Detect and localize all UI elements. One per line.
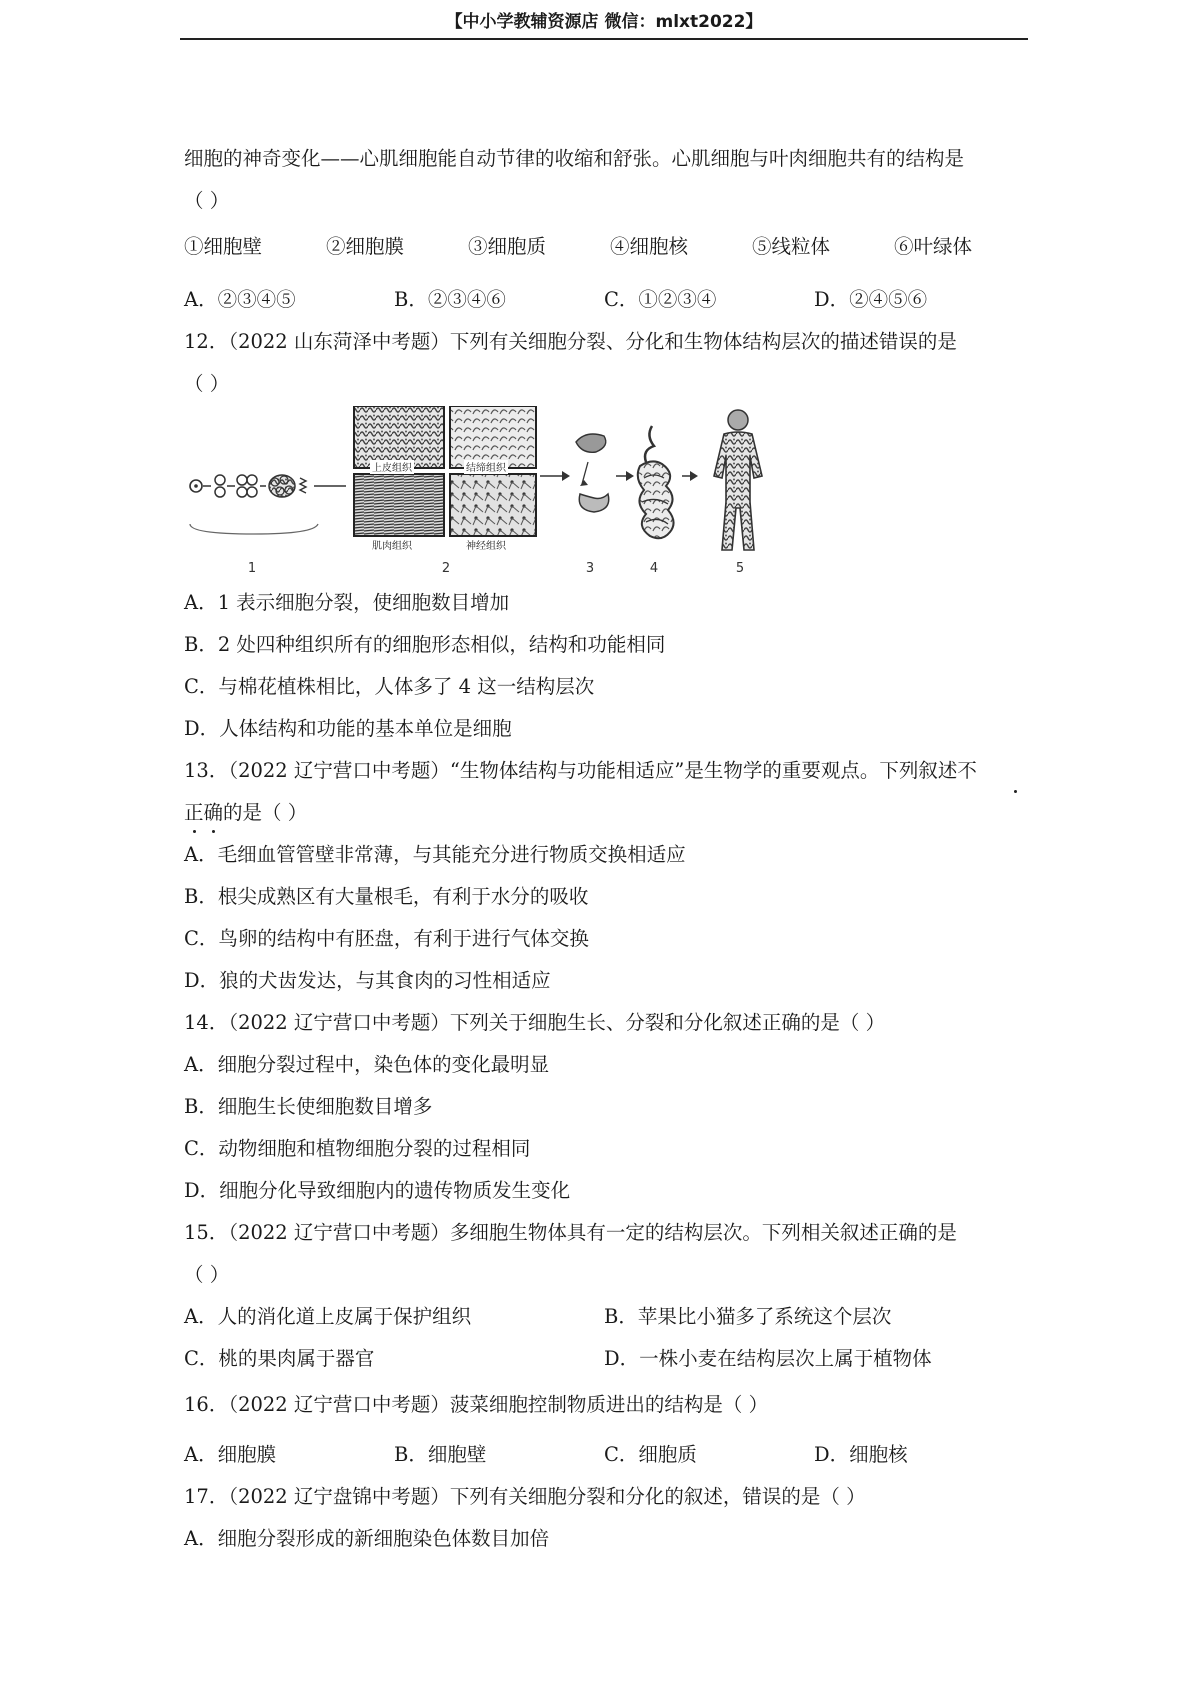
q12-option-d[interactable]: D．人体结构和功能的基本单位是细胞 <box>184 717 512 740</box>
figure-label-1: 1 <box>247 561 257 576</box>
q13-stem-line2: 正确的是（ ） <box>184 801 308 824</box>
q11-option-b[interactable]: B．②③④⑥ <box>394 288 506 311</box>
q11-option-c[interactable]: C．①②③④ <box>604 288 717 311</box>
emphasis-dot <box>1014 790 1017 793</box>
tissue-panel <box>354 406 536 552</box>
q16-stem: 16．（2022 辽宁营口中考题）菠菜细胞控制物质进出的结构是（ ） <box>184 1393 769 1416</box>
q13-option-b[interactable]: B．根尖成熟区有大量根毛，有利于水分的吸收 <box>184 885 589 908</box>
q13-stem-line1: 13．（2022 辽宁营口中考题）“生物体结构与功能相适应”是生物学的重要观点。下列叙述不 <box>184 759 977 782</box>
q11-structure-4: ④细胞核 <box>610 235 689 258</box>
q12-stem-line2: （ ） <box>184 372 230 395</box>
digestive-system-illustration <box>638 426 674 538</box>
figure-label-5: 5 <box>735 561 745 576</box>
q15-option-c[interactable]: C．桃的果肉属于器官 <box>184 1347 375 1370</box>
emphasis-dot <box>193 830 196 833</box>
q11-option-a[interactable]: A．②③④⑤ <box>184 288 296 311</box>
q13-option-d[interactable]: D．狼的犬齿发达，与其食肉的习性相适应 <box>184 969 551 992</box>
header-rule <box>180 38 1028 40</box>
q15-option-a[interactable]: A．人的消化道上皮属于保护组织 <box>184 1305 472 1328</box>
q15-stem-line2: （ ） <box>184 1263 230 1286</box>
q11-stem-line2: （ ） <box>184 189 230 212</box>
q14-option-c[interactable]: C．动物细胞和植物细胞分裂的过程相同 <box>184 1137 531 1160</box>
q15-option-d[interactable]: D．一株小麦在结构层次上属于植物体 <box>604 1347 932 1370</box>
cell-hierarchy-figure <box>184 406 804 576</box>
q14-option-a[interactable]: A．细胞分裂过程中，染色体的变化最明显 <box>184 1053 550 1076</box>
q15-stem-line1: 15．（2022 辽宁营口中考题）多细胞生物体具有一定的结构层次。下列相关叙述正确的是 <box>184 1221 957 1244</box>
tissue-label-nerve: 神经组织 <box>466 541 506 552</box>
figure-label-2: 2 <box>441 561 451 576</box>
q11-stem-line1: 细胞的神奇变化——心肌细胞能自动节律的收缩和舒张。心肌细胞与叶肉细胞共有的结构是 <box>184 147 965 170</box>
cell-division-sequence <box>190 475 346 534</box>
tissue-label-connective: 结缔组织 <box>466 463 506 474</box>
q11-structure-5: ⑤线粒体 <box>752 235 831 258</box>
q17-stem: 17．（2022 辽宁盘锦中考题）下列有关细胞分裂和分化的叙述，错误的是（ ） <box>184 1485 866 1508</box>
figure-label-3: 3 <box>585 561 595 576</box>
q13-option-a[interactable]: A．毛细血管管壁非常薄，与其能充分进行物质交换相适应 <box>184 843 686 866</box>
q13-option-c[interactable]: C．鸟卵的结构中有胚盘，有利于进行气体交换 <box>184 927 589 950</box>
q12-option-c[interactable]: C．与棉花植株相比，人体多了 4 这一结构层次 <box>184 675 595 698</box>
q11-option-d[interactable]: D．②④⑤⑥ <box>814 288 928 311</box>
human-body-illustration <box>714 410 762 550</box>
q15-option-b[interactable]: B．苹果比小猫多了系统这个层次 <box>604 1305 892 1328</box>
q16-option-b[interactable]: B．细胞壁 <box>394 1443 487 1466</box>
q16-option-a[interactable]: A．细胞膜 <box>184 1443 277 1466</box>
q14-option-b[interactable]: B．细胞生长使细胞数目增多 <box>184 1095 433 1118</box>
figure-label-4: 4 <box>649 561 659 576</box>
tissue-label-muscle: 肌肉组织 <box>372 541 412 552</box>
q16-option-c[interactable]: C．细胞质 <box>604 1443 697 1466</box>
tissue-label-epithelial: 上皮组织 <box>372 463 412 474</box>
organs-illustration <box>576 434 609 512</box>
q11-structure-1: ①细胞壁 <box>184 235 263 258</box>
q11-structure-3: ③细胞质 <box>468 235 547 258</box>
emphasis-dot <box>212 830 215 833</box>
q12-option-a[interactable]: A．1 表示细胞分裂，使细胞数目增加 <box>184 591 510 614</box>
q11-structure-6: ⑥叶绿体 <box>894 235 973 258</box>
q12-stem-line1: 12．（2022 山东菏泽中考题）下列有关细胞分裂、分化和生物体结构层次的描述错误的是 <box>184 330 957 353</box>
q11-structure-2: ②细胞膜 <box>326 235 405 258</box>
page-header: 【中小学教辅资源店 微信：mlxt2022】 <box>445 12 763 32</box>
q14-option-d[interactable]: D．细胞分化导致细胞内的遗传物质发生变化 <box>184 1179 571 1202</box>
q16-option-d[interactable]: D．细胞核 <box>814 1443 908 1466</box>
q17-option-a[interactable]: A．细胞分裂形成的新细胞染色体数目加倍 <box>184 1527 550 1550</box>
q14-stem: 14．（2022 辽宁营口中考题）下列关于细胞生长、分裂和分化叙述正确的是（ ） <box>184 1011 886 1034</box>
q12-option-b[interactable]: B．2 处四种组织所有的细胞形态相似，结构和功能相同 <box>184 633 666 656</box>
